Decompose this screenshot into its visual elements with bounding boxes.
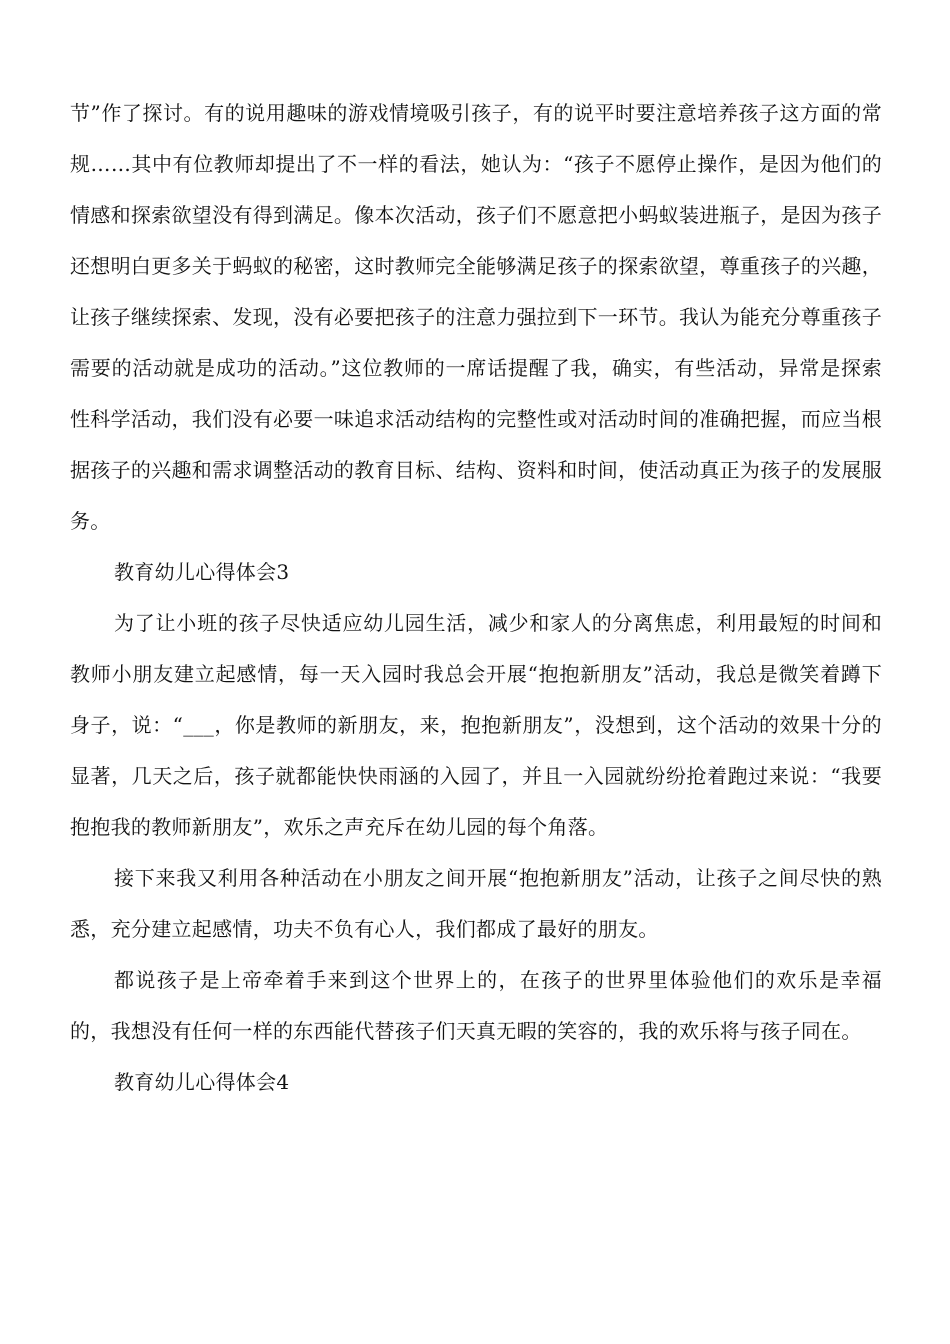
document-page <box>70 88 882 1108</box>
paragraph-body: 都说孩子是上帝牵着手来到这个世界上的，在孩子的世界里体验他们的欢乐是幸福的，我想没有任何一样的东西能代替孩子们天真无暇的笑容的，我的欢乐将与孩子同在。 <box>70 968 882 1043</box>
paragraph-body: 接下来我又利用各种活动在小朋友之间开展“抱抱新朋友”活动，让孩子之间尽快的熟悉，充分建立起感情，功夫不负有心人，我们都成了最好的朋友。 <box>70 866 882 941</box>
section-heading-4: 教育幼儿心得体会4 <box>114 1070 290 1094</box>
paragraph-body: 为了让小班的孩子尽快适应幼儿园生活，减少和家人的分离焦虑，利用最短的时间和教师小朋友建立起感情，每一天入园时我总会开展“抱抱新朋友”活动，我总是微笑着蹲下身子，说：“___，你是教师的新朋友，来，抱抱新朋友”，没想到，这个活动的效果十分的显著，几天之后，孩子就都能快快雨涵的入园了，并且一入园就纷纷抢着跑过来说：“我要抱抱我的教师新朋友”，欢乐之声充斥在幼儿园的每个角落。 <box>70 611 882 839</box>
section-heading-3: 教育幼儿心得体会3 <box>114 560 290 584</box>
paragraph-continuation: 节”作了探讨。有的说用趣味的游戏情境吸引孩子，有的说平时要注意培养孩子这方面的常规……其中有位教师却提出了不一样的看法，她认为：“孩子不愿停止操作，是因为他们的情感和探索欲望没有得到满足。像本次活动，孩子们不愿意把小蚂蚁装进瓶子，是因为孩子还想明白更多关于蚂蚁的秘密，这时教师完全能够满足孩子的探索欲望，尊重孩子的兴趣，让孩子继续探索、发现，没有必要把孩子的注意力强拉到下一环节。我认为能充分尊重孩子需要的活动就是成功的活动。”这位教师的一席话提醒了我，确实，有些活动，异常是探索性科学活动，我们没有必要一味追求活动结构的完整性或对活动时间的准确把握，而应当根据孩子的兴趣和需求调整活动的教育目标、结构、资料和时间，使活动真正为孩子的发展服务。 <box>70 101 882 533</box>
